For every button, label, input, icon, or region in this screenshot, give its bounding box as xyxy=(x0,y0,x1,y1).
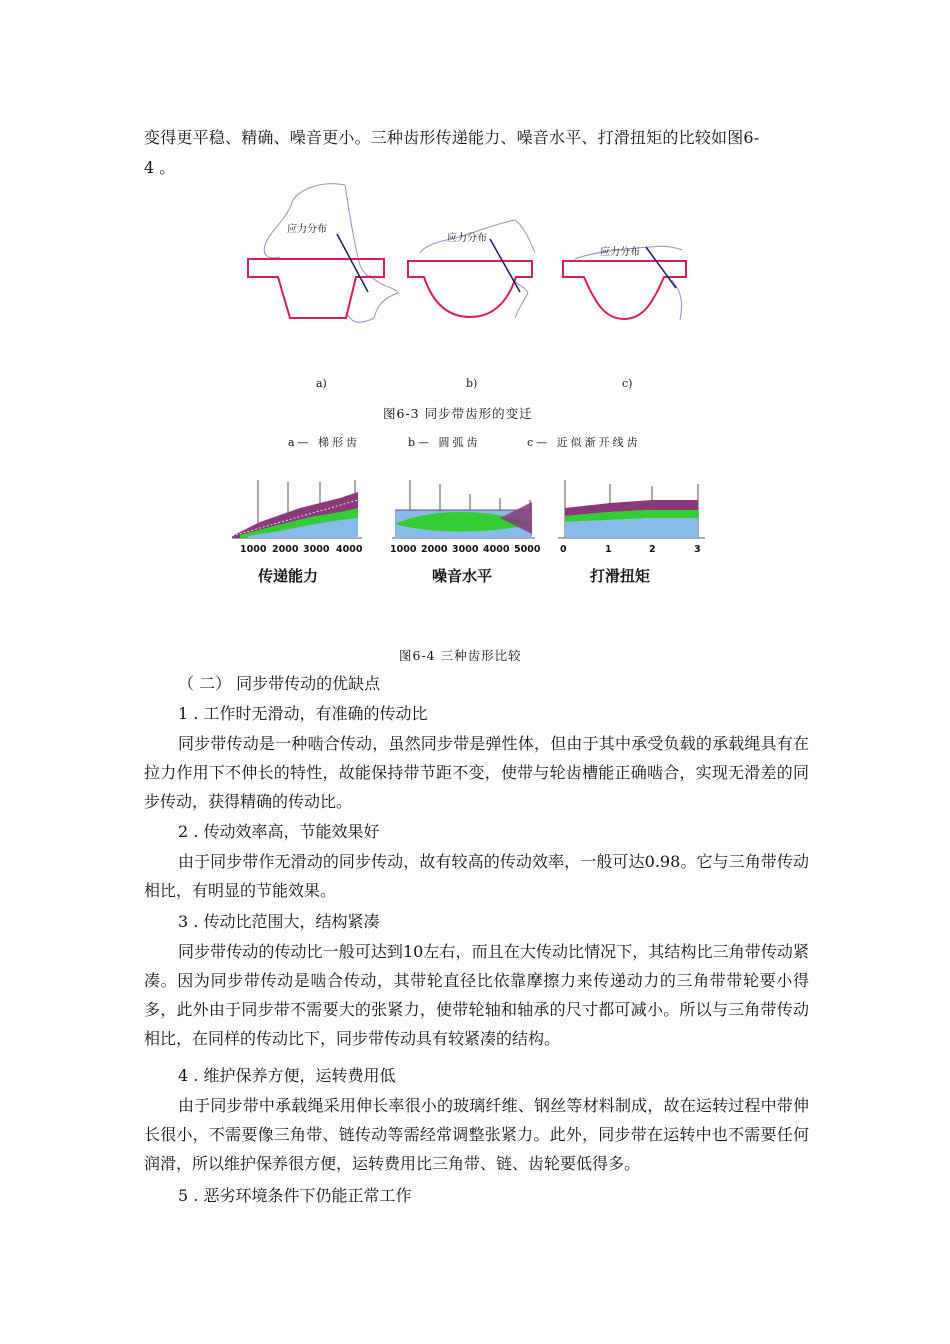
figure-6-4-comparison-charts xyxy=(0,470,950,600)
chart-title-slip: 打滑扭矩 xyxy=(590,567,651,585)
tick-label: 5000 xyxy=(514,544,541,555)
subfig-label-a: a) xyxy=(316,377,327,390)
tick-label: 4000 xyxy=(483,544,510,555)
item-body-1: 同步带传动是一种啮合传动，虽然同步带是弹性体，但由于其中承受负载的承载绳具有在拉力作用下不伸长的特性，故能保持带节距不变，使带与轮齿槽能正确啮合，实现无滑差的同步传动，获得精确的传动比。 xyxy=(144,734,809,811)
stress-label-a: 应力分布 xyxy=(287,224,327,235)
tooth-profile-trapezoidal xyxy=(248,184,398,323)
tick-label: 2000 xyxy=(272,544,299,555)
legend-trapezoidal: a— 梯形齿 xyxy=(288,436,361,449)
chart-title-transmission: 传递能力 xyxy=(258,567,319,585)
item-title-1: 1 . 工作时无滑动，有准确的传动比 xyxy=(178,704,428,723)
figure-6-3-tooth-profiles xyxy=(0,175,950,375)
tick-label: 4000 xyxy=(336,544,363,555)
tick-label: 3 xyxy=(694,544,701,555)
stress-label-b: 应力分布 xyxy=(447,233,487,244)
chart-title-noise: 噪音水平 xyxy=(432,567,493,585)
tick-label: 2000 xyxy=(421,544,448,555)
figure-6-3-caption: 图6-3 同步带齿形的变迁 xyxy=(383,406,533,421)
section-heading: （ 二） 同步带传动的优缺点 xyxy=(178,674,381,693)
tick-label: 1000 xyxy=(240,544,267,555)
tick-label: 2 xyxy=(649,544,656,555)
item-title-5: 5 . 恶劣环境条件下仍能正常工作 xyxy=(178,1186,412,1205)
intro-line-1: 变得更平稳、精确、噪音更小。三种齿形传递能力、噪音水平、打滑扭矩的比较如图6- xyxy=(144,128,760,147)
chart-noise-level xyxy=(392,480,535,538)
item-title-3: 3 . 传动比范围大，结构紧凑 xyxy=(178,912,380,931)
figure-6-4-caption: 图6-4 三种齿形比较 xyxy=(399,648,522,663)
item-title-4: 4 . 维护保养方便，运转费用低 xyxy=(178,1066,396,1085)
tick-label: 3000 xyxy=(303,544,330,555)
item-title-2: 2 . 传动效率高，节能效果好 xyxy=(178,822,380,841)
subfig-label-c: c) xyxy=(622,377,633,390)
item-body-2: 由于同步带作无滑动的同步传动，故有较高的传动效率，一般可达0.98。它与三角带传动相比，有明显的节能效果。 xyxy=(144,852,809,900)
tooth-profile-circular xyxy=(408,220,535,318)
tooth-profile-involute xyxy=(563,245,686,320)
subfig-label-b: b) xyxy=(466,377,478,390)
item-body-4: 由于同步带中承载绳采用伸长率很小的玻璃纤维、钢丝等材料制成，故在运转过程中带伸长很小，不需要像三角带、链传动等需经常调整张紧力。此外，同步带在运转中也不需要任何润滑，所以维护保养很方便，运转费用比三角带、链、齿轮要低得多。 xyxy=(144,1096,809,1173)
tick-label: 0 xyxy=(560,544,567,555)
item-body-3: 同步带传动的传动比一般可达到10左右，而且在大传动比情况下，其结构比三角带传动紧凑。因为同步带传动是啮合传动，其带轮直径比依靠摩擦力来传递动力的三角带带轮要小得多，此外由于同步带不需要大的张紧力，使带轮轴和轴承的尺寸都可减小。所以与三角带传动相比，在同样的传动比下，同步带传动具有较紧凑的结构。 xyxy=(144,942,809,1048)
legend-circular: b— 圆弧齿 xyxy=(408,436,481,449)
tick-label: 1 xyxy=(605,544,612,555)
intro-line-2: 4 。 xyxy=(144,158,176,177)
stress-label-c: 应力分布 xyxy=(600,247,640,258)
tick-label: 1000 xyxy=(390,544,417,555)
chart-slip-torque xyxy=(558,480,705,538)
tick-label: 3000 xyxy=(452,544,479,555)
legend-involute: c— 近似渐开线齿 xyxy=(527,436,641,449)
chart-transmission-capacity xyxy=(232,480,362,538)
